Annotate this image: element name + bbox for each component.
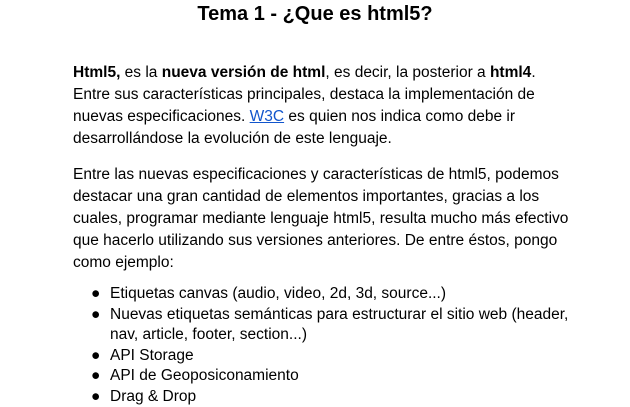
intro-text-d: es quien nos indica como debe ir desarrollándose la evolución de este lenguaje. (73, 108, 515, 147)
list-item-text: Nuevas etiquetas semánticas para estructurar el sitio web (header, nav, article, footer, section...) (110, 306, 568, 344)
intro-text-a: es la (120, 64, 161, 81)
bold-html5: Html5, (73, 64, 120, 81)
list-item-text: Etiquetas canvas (audio, video, 2d, 3d, source...) (110, 285, 446, 302)
list-item (73, 366, 573, 387)
intro-paragraph (73, 62, 573, 150)
bold-html4: html4 (490, 64, 531, 81)
w3c-link[interactable]: W3C (250, 108, 284, 125)
specifications-paragraph: Entre las nuevas especificaciones y características de html5, podemos destacar una gran cantidad de elementos importantes, gracias a los cuales, programar mediante lenguaje html5, resulta mucho más efectivo que hacerlo utilizando sus versiones anteriores. De entre éstos, pongo como ejemplo: (73, 164, 573, 274)
list-item (73, 305, 573, 346)
bullet-icon: ● (91, 387, 100, 407)
page-title: Tema 1 - ¿Que es html5? (0, 2, 630, 26)
features-list (73, 284, 573, 407)
list-item-text: API de Geoposiconamiento (110, 367, 299, 384)
bullet-icon: ● (91, 366, 100, 387)
list-item-text: API Storage (110, 347, 194, 364)
list-item (73, 346, 573, 367)
bullet-icon: ● (91, 284, 100, 305)
list-item-text: Drag & Drop (110, 388, 196, 405)
intro-text-c: . Entre sus características principales, destaca la implementación de nuevas especificaciones. (73, 64, 536, 125)
bold-nueva-version: nueva versión de html (162, 64, 326, 81)
intro-text-b: , es decir, la posterior a (325, 64, 490, 81)
list-item (73, 284, 573, 305)
bullet-icon: ● (91, 305, 100, 326)
bullet-icon: ● (91, 346, 100, 367)
